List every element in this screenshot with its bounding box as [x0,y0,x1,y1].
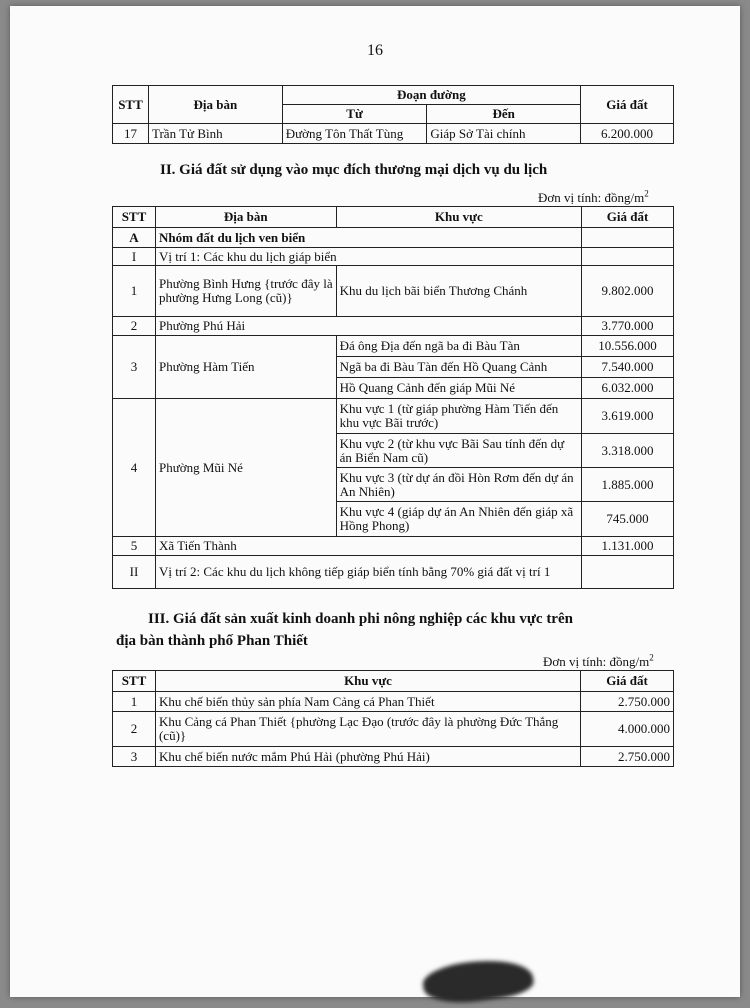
position-label: Vị trí 2: Các khu du lịch không tiếp giáp biển tính bằng 70% giá đất vị trí 1 [155,556,581,589]
cell-gia: 3.318.000 [582,434,674,468]
cell-gia: 4.000.000 [581,712,674,747]
cell-stt: II [113,556,156,589]
cell-khu-vuc: Khu vực 2 (từ khu vực Bãi Sau tính đến dự án Biển Nam cũ) [336,434,581,468]
table-row [113,692,674,712]
cell-gia: 3.619.000 [582,399,674,434]
cell-gia: 745.000 [582,502,674,537]
cell-den: Giáp Sở Tài chính [427,124,581,144]
table-row [113,248,674,266]
cell-stt: 17 [113,124,149,144]
header-khu-vuc: Khu vực [336,207,581,228]
cell-dia-ban: Phường Bình Hưng {trước đây là phường Hưng Long (cũ)} [155,266,336,317]
cell-gia: 6.200.000 [581,124,674,144]
cell-stt: 2 [113,317,156,336]
cell-khu-vuc: Khu Cảng cá Phan Thiết {phường Lạc Đạo (trước đây là phường Đức Thắng (cũ)} [155,712,580,747]
table-row [113,399,674,434]
cell-tu: Đường Tôn Thất Tùng [282,124,427,144]
cell-dia-ban: Phường Hàm Tiến [155,336,336,399]
cell-gia: 6.032.000 [582,378,674,399]
cell-khu-vuc: Đá ông Địa đến ngã ba đi Bàu Tàn [336,336,581,357]
header-stt: STT [113,86,149,124]
header-den: Đến [427,105,581,124]
cell-dia-ban: Trần Tử Bình [148,124,282,144]
table-row [113,336,674,357]
header-gia-dat: Giá đất [581,671,674,692]
section2-unit: Đơn vị tính: đồng/$m^2$ [538,188,649,205]
header-gia-dat: Giá đất [582,207,674,228]
cell-khu-vuc: Khu vực 4 (giáp dự án An Nhiên đến giáp xã Hồng Phong) [336,502,581,537]
header-gia-dat: Giá đất [581,86,674,124]
header-khu-vuc: Khu vực [155,671,580,692]
section3-title-line2: địa bàn thành phố Phan Thiết [116,633,308,649]
cell-stt: 5 [113,537,156,556]
cell-stt: 1 [113,266,156,317]
cell-gia: 1.131.000 [582,537,674,556]
cell-gia: 1.885.000 [582,468,674,502]
cell-gia: 9.802.000 [582,266,674,317]
cell-khu-vuc: Ngã ba đi Bàu Tàn đến Hồ Quang Cảnh [336,357,581,378]
header-dia-ban: Địa bàn [155,207,336,228]
header-doan-duong: Đoạn đường [282,86,580,105]
table-road-prices [112,85,674,144]
cell-stt: A [113,228,156,248]
table-row [113,537,674,556]
header-dia-ban: Địa bàn [148,86,282,124]
cell-gia: 7.540.000 [582,357,674,378]
cell-khu-vuc: Khu du lịch bãi biển Thương Chánh [336,266,581,317]
table-row [113,712,674,747]
document-page [10,6,740,997]
cell-dia-ban: Phường Phú Hải [155,317,581,336]
cell-gia: 2.750.000 [581,747,674,767]
cell-dia-ban: Phường Mũi Né [155,399,336,537]
cell-khu-vuc: Khu vực 1 (từ giáp phường Hàm Tiến đến khu vực Bãi trước) [336,399,581,434]
cell-khu-vuc: Hồ Quang Cảnh đến giáp Mũi Né [336,378,581,399]
section3-unit: Đơn vị tính: đồng/$m^2$ [543,652,654,669]
table-row [113,228,674,248]
cell-khu-vuc: Khu chế biến thủy sản phía Nam Cảng cá Phan Thiết [155,692,580,712]
section2-title: II. Giá đất sử dụng vào mục đích thương mại dịch vụ du lịch [160,162,548,178]
cell-gia: 10.556.000 [582,336,674,357]
redaction-scribble [421,954,535,1008]
cell-dia-ban: Xã Tiến Thành [155,537,581,556]
group-label: Nhóm đất du lịch ven biển [155,228,581,248]
table-nonagri-prices [112,670,674,767]
cell-khu-vuc: Khu vực 3 (từ dự án đồi Hòn Rơm đến dự án An Nhiên) [336,468,581,502]
header-stt: STT [113,671,156,692]
page-number: 16 [367,42,383,59]
header-stt: STT [113,207,156,228]
section3-title-line1: III. Giá đất sản xuất kinh doanh phi nông nghiệp các khu vực trên [148,611,573,627]
cell-stt: I [113,248,156,266]
header-tu: Từ [282,105,427,124]
table-row [113,747,674,767]
cell-stt: 3 [113,747,156,767]
table-row [113,317,674,336]
cell-stt: 4 [113,399,156,537]
table-row [113,556,674,589]
position-label: Vị trí 1: Các khu du lịch giáp biển [155,248,581,266]
cell-khu-vuc: Khu chế biến nước mắm Phú Hải (phường Phú Hải) [155,747,580,767]
cell-gia: 2.750.000 [581,692,674,712]
table-tourism-prices [112,206,674,589]
table-row [113,124,674,144]
cell-stt: 2 [113,712,156,747]
cell-gia: 3.770.000 [582,317,674,336]
cell-stt: 3 [113,336,156,399]
table-row [113,266,674,317]
cell-stt: 1 [113,692,156,712]
